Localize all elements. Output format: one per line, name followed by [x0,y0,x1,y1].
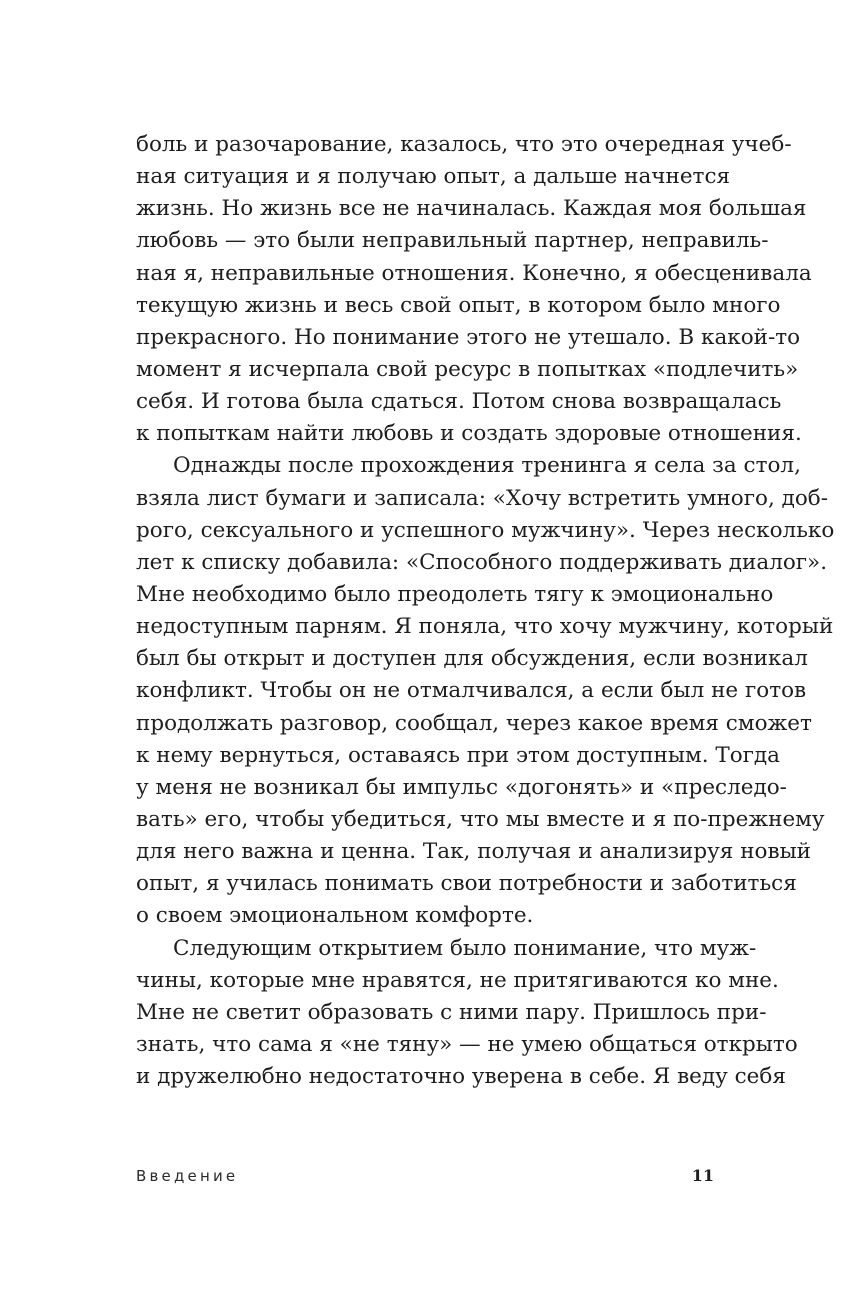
text-line: и дружелюбно недостаточно уверена в себе. Я веду себя [136,1064,786,1090]
running-head: Введение [136,1167,239,1185]
text-line: знать, что сама я «не тяну» — не умею общаться открыто [136,1031,798,1057]
text-line: продолжать разговор, сообщал, через какое время сможет [136,710,812,736]
text-line: чины, которые мне нравятся, не притягиваются ко мне. [136,967,779,993]
text-line: момент я исчерпала свой ресурс в попытках «подлечить» [136,356,799,382]
text-line: Мне необходимо было преодолеть тягу к эмоционально [136,581,774,607]
text-line: конфликт. Чтобы он не отмалчивался, а если был не готов [136,678,807,704]
text-line: лет к списку добавила: «Способного поддерживать диалог». [136,549,828,575]
body-text [136,129,835,1093]
text-line: рого, сексуального и успешного мужчину». Через несколько [136,517,835,543]
text-line: для него важна и ценна. Так, получая и анализируя новый [136,839,812,865]
text-line: Мне не светит образовать с ними пару. Пришлось при- [136,999,767,1025]
page-number: 11 [691,1166,714,1185]
text-line: к нему вернуться, оставаясь при этом доступным. Тогда [136,742,780,768]
text-line: любовь — это были неправильный партнер, неправиль- [136,228,769,254]
text-line: прекрасного. Но понимание этого не утешало. В какой-то [136,324,801,350]
text-line: был бы открыт и доступен для обсуждения, если возникал [136,646,808,672]
text-line: жизнь. Но жизнь все не начиналась. Каждая моя большая [136,196,807,222]
paragraph-start-line: Следующим открытием было понимание, что муж- [173,935,757,961]
text-line: у меня не возникал бы импульс «догонять» и «преследо- [136,774,787,800]
page-footer [136,1163,714,1189]
text-line: о своем эмоциональном комфорте. [136,903,534,929]
text-line: взяла лист бумаги и записала: «Хочу встретить умного, доб- [136,485,829,511]
text-line: опыт, я училась понимать свои потребности и заботиться [136,871,797,897]
paragraph-start-line: Однажды после прохождения тренинга я села за стол, [173,453,801,479]
text-line: ная ситуация и я получаю опыт, а дальше начнется [136,164,731,190]
text-line: недоступным парням. Я поняла, что хочу мужчину, который [136,614,834,640]
text-line: себя. И готова была сдаться. Потом снова возвращалась [136,389,782,415]
text-line: вать» его, чтобы убедиться, что мы вместе и я по-прежнему [136,806,825,832]
text-line: ная я, неправильные отношения. Конечно, я обесценивала [136,260,812,286]
text-line: боль и разочарование, казалось, что это очередная учеб- [136,132,792,157]
text-line: текущую жизнь и весь свой опыт, в котором было много [136,292,781,318]
text-line: к попыткам найти любовь и создать здоровые отношения. [136,421,802,447]
